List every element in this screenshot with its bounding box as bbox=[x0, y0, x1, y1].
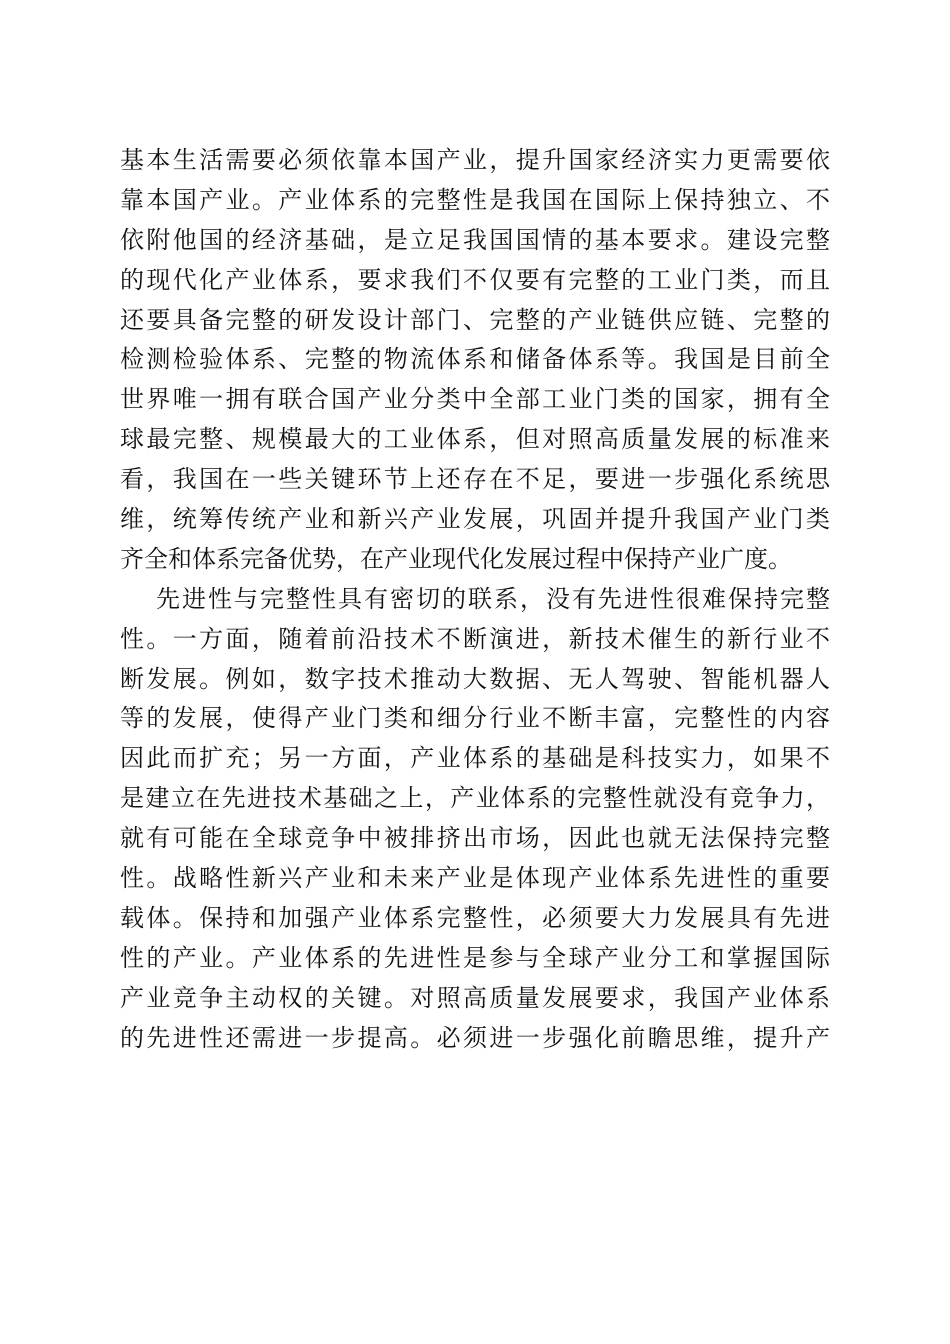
text-line: 齐全和体系完备优势，在产业现代化发展过程中保持产业广度。 bbox=[120, 544, 792, 573]
text-line: 产业竞争主动权的关键。对照高质量发展要求，我国产业体系 bbox=[120, 983, 830, 1012]
text-line: 因此而扩充；另一方面，产业体系的基础是科技实力，如果不 bbox=[120, 744, 830, 773]
text-line: 性的产业。产业体系的先进性是参与全球产业分工和掌握国际 bbox=[120, 943, 830, 972]
paragraph-1 bbox=[120, 141, 830, 580]
text-line: 的现代化产业体系，要求我们不仅要有完整的工业门类，而且 bbox=[120, 265, 830, 294]
text-line: 依附他国的经济基础，是立足我国国情的基本要求。建设完整 bbox=[120, 225, 830, 254]
text-line: 性。战略性新兴产业和未来产业是体现产业体系先进性的重要 bbox=[120, 864, 830, 893]
text-line: 球最完整、规模最大的工业体系，但对照高质量发展的标准来 bbox=[120, 425, 830, 454]
text-line: 先进性与完整性具有密切的联系，没有先进性很难保持完整 bbox=[156, 584, 830, 613]
text-line: 载体。保持和加强产业体系完整性，必须要大力发展具有先进 bbox=[120, 903, 830, 932]
text-line: 性。一方面，随着前沿技术不断演进，新技术催生的新行业不 bbox=[120, 624, 830, 653]
text-line: 检测检验体系、完整的物流体系和储备体系等。我国是目前全 bbox=[120, 345, 830, 374]
text-line: 就有可能在全球竞争中被排挤出市场，因此也就无法保持完整 bbox=[120, 824, 830, 853]
paragraph-2 bbox=[120, 580, 830, 1059]
text-line: 世界唯一拥有联合国产业分类中全部工业门类的国家，拥有全 bbox=[120, 385, 830, 414]
text-line: 是建立在先进技术基础之上，产业体系的完整性就没有竞争力， bbox=[120, 784, 830, 813]
text-line: 基本生活需要必须依靠本国产业，提升国家经济实力更需要依 bbox=[120, 146, 830, 174]
body-text bbox=[120, 141, 830, 1058]
text-line: 等的发展，使得产业门类和细分行业不断丰富，完整性的内容 bbox=[120, 704, 830, 733]
text-line: 的先进性还需进一步提高。必须进一步强化前瞻思维，提升产 bbox=[120, 1023, 830, 1052]
text-line: 还要具备完整的研发设计部门、完整的产业链供应链、完整的 bbox=[120, 305, 830, 334]
text-line: 看，我国在一些关键环节上还存在不足，要进一步强化系统思 bbox=[120, 465, 830, 494]
text-line: 维，统筹传统产业和新兴产业发展，巩固并提升我国产业门类 bbox=[120, 505, 830, 534]
text-line: 断发展。例如，数字技术推动大数据、无人驾驶、智能机器人 bbox=[120, 664, 830, 693]
text-line: 靠本国产业。产业体系的完整性是我国在国际上保持独立、不 bbox=[120, 185, 830, 214]
